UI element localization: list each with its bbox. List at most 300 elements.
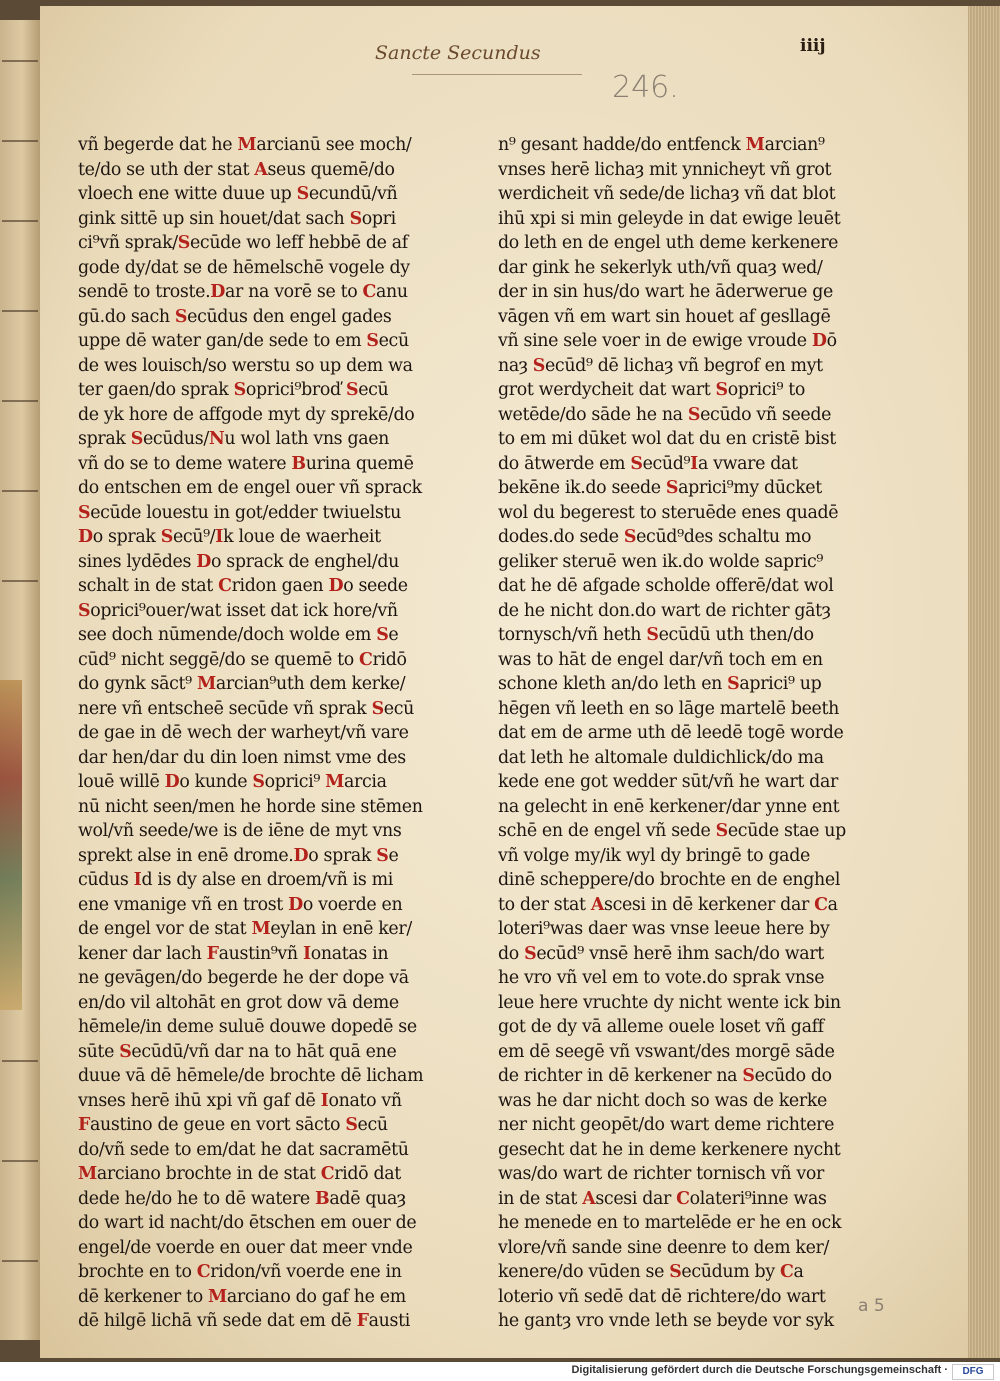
rubricated-initial: F [356,1311,369,1331]
rubricated-initial: I [320,1090,329,1111]
pencil-page-number: 246. [612,70,679,105]
text-line [498,623,858,648]
text-line [498,770,858,795]
line-text: o sprack de enghel/du [210,551,399,572]
line-text: ecūd⁹ dē lichaȝ vñ begrof en myt [544,355,823,376]
line-text: nere vñ entscheē secūde vñ sprak [78,698,372,719]
facing-page-edge [0,20,40,1340]
line-text: em dē seegē vñ vswant/des morgē sāde [498,1041,835,1062]
line-text: ecūdū uth then/do [658,625,814,645]
line-text: ridō [372,649,407,670]
line-text: do ātwerde em [498,453,631,474]
text-line [78,501,430,526]
text-line [78,721,430,746]
line-text: dat em de arme uth dē leedē togē worde [498,723,844,743]
facing-text-fragment [2,310,38,320]
line-text: sūte [78,1041,120,1062]
line-text: olateri⁹inne was [689,1188,827,1209]
line-text: o sprak [308,845,377,866]
facing-text-fragment [2,1260,38,1270]
line-text: to der stat [498,894,591,915]
rubricated-initial: B [315,1188,330,1209]
text-column-right [498,133,858,1334]
line-text: was to hāt de engel dar/vñ toch em en [498,649,823,670]
line-text: onato vñ [328,1090,402,1111]
text-line [78,207,430,232]
line-text: he gantȝ vro vnde leth se beyde vor syk [498,1311,834,1331]
rubricated-initial: D [328,576,344,596]
line-text: gink sittē up sin houet/dat sach [78,208,350,229]
line-text: gesecht dat he in deme kerkenere nycht [498,1139,841,1160]
line-text: was/do wart de richter tornisch vñ vor [498,1164,824,1184]
text-line [78,158,430,183]
text-line [78,354,430,379]
rubricated-initial: C [359,649,373,670]
text-line [498,1260,858,1285]
text-line [78,1309,430,1334]
line-text: austi [368,1311,410,1331]
text-line [498,305,858,330]
text-line [78,182,430,207]
line-text: ecū [358,380,389,400]
text-line [498,501,858,526]
text-line [498,672,858,697]
text-line [498,207,858,232]
rubricated-initial: C [218,576,232,596]
line-text: sendē to troste. [78,282,211,302]
rubricated-initial: S [532,355,545,376]
text-line [498,1113,858,1138]
line-text: geliker steruē wen ik.do wolde sapric⁹ [498,551,824,572]
line-text: ecundū/vñ [308,184,398,204]
line-text: vñ sine sele voer in de ewige vroude [498,331,812,351]
rubricated-initial: S [665,478,679,498]
rubricated-initial: S [727,674,740,694]
text-line [78,746,430,771]
line-text: d is dy alse en droem/vñ is mi [141,870,393,890]
line-text: u wol lath vns gaen [224,429,390,449]
line-text: urina quemē [305,453,414,474]
line-text: a [827,894,838,915]
line-text: arciano do gaf he em [226,1286,406,1307]
rubricated-initial: S [252,772,265,792]
line-text: arcian⁹ [764,135,825,155]
line-text: do gynk sāct⁹ [78,674,197,694]
line-text: dar gink he sekerlyk uth/vñ quaȝ wed/ [498,257,823,278]
rubricated-initial: S [524,943,537,964]
line-text: anu [376,282,408,302]
line-text: te/do se uth der stat [78,159,255,180]
folio-mark: iiij [800,36,826,56]
text-line [498,329,858,354]
line-text: vñ volge my/ik wyl dy bringē to gade [498,845,810,866]
text-line [78,1285,430,1310]
line-text: engel/de voerde en ouer dat meer vnde [78,1237,413,1258]
line-text: o voerde en [302,894,403,915]
line-text: n⁹ gesant hadde/do entfenck [498,135,746,155]
line-text: naȝ [498,355,533,376]
text-line [498,476,858,501]
line-text: do/vñ sede to em/dat he dat sacramētū [78,1139,409,1160]
line-text: dē hilgē lichā vñ sede dat em dē [78,1311,357,1331]
rubricated-initial: S [130,429,143,449]
line-text: grot werdycheit dat wart [498,380,716,400]
line-text: vñ begerde dat he [78,135,238,155]
text-line [78,672,430,697]
line-text: kenere/do vūden se [498,1262,670,1282]
line-text: sprak [78,429,131,449]
rubricated-initial: S [371,698,384,719]
text-line [78,623,430,648]
rubricated-initial: M [325,772,345,792]
text-line [498,721,858,746]
line-text: louē willē [78,772,165,792]
line-text: loterio vñ sedē dat dē richtere/do wart [498,1286,826,1307]
line-text: ecūd⁹des schaltu mo [636,527,812,547]
line-text: uppe dē water gan/de sede to em [78,331,367,351]
line-text: ridō dat [334,1164,401,1184]
text-line [498,1187,858,1212]
line-text: ecūde louestu in got/edder twiuelstu [90,502,402,523]
rubricated-initial: A [590,894,605,915]
rubricated-initial: I [690,453,698,474]
page-block-edge [968,6,1000,1358]
line-text: he vro vñ vel em to vote.do sprak vnse [498,968,825,988]
line-text: dar hen/dar du din loen nimst vme des [78,747,406,768]
rubricated-initial: S [345,1115,358,1135]
text-line [498,452,858,477]
line-text: ecū [378,331,409,351]
rubricated-initial: I [215,527,224,547]
line-text: der in sin hus/do wart he āderwerue ge [498,282,833,302]
text-line [498,1040,858,1065]
rubricated-initial: M [208,1286,227,1307]
line-text: gū.do sach [78,306,175,327]
text-line [498,868,858,893]
line-text: see doch nūmende/doch wolde em [78,625,377,645]
line-text: hēgen vñ leeth en so lāge martelē beeth [498,698,839,719]
line-text: schalt in de stat [78,576,219,596]
line-text: vlore/vñ sande sine deenre to dem ker/ [498,1237,830,1258]
line-text: ecūd⁹ [642,453,691,474]
text-line [78,574,430,599]
rubricated-initial: C [780,1262,794,1282]
rubricated-initial: C [320,1164,335,1184]
text-line [78,476,430,501]
line-text: dede he/do he to dē watere [78,1188,316,1209]
line-text: vāgen vñ em wart sin houet af gesllagē [498,306,831,327]
line-text: oprici⁹ [264,772,326,792]
line-text: ecūde stae up [727,821,846,841]
line-text: dodes.do sede [498,527,624,547]
line-text: bekēne ik.do seede [498,478,666,498]
rubricated-initial: C [814,894,828,915]
text-line [498,133,858,158]
rubricated-initial: D [811,331,827,351]
text-line [498,697,858,722]
rubricated-initial: D [196,551,211,572]
text-line [498,1162,858,1187]
rubricated-initial: S [119,1041,132,1062]
line-text: do [498,943,525,964]
text-line [78,133,430,158]
text-line [78,1015,430,1040]
line-text: kede ene got wedder sūt/vñ he wart dar [498,772,838,792]
line-text: o sprak [92,527,161,547]
signature-mark: a 5 [858,1296,885,1316]
line-text: oprici⁹ouer/wat isset dat ick hore/vñ [90,600,398,621]
rubricated-initial: S [623,527,637,547]
rubricated-initial: S [366,331,379,351]
line-text: vnses herē lichaȝ mit ynnicheyt vñ grot [498,159,832,180]
line-text: na gelecht in enē kerkener/dar ynne ent [498,796,840,817]
line-text: aprici⁹my dūcket [678,478,822,498]
text-line [78,868,430,893]
line-text: de he nicht don.do wart de richter gātȝ [498,600,831,621]
text-line [498,1236,858,1261]
line-text: e [388,625,399,645]
line-text: ō [826,331,837,351]
rubricated-initial: S [177,233,190,253]
text-line [78,1040,430,1065]
line-text: a vware dat [697,453,798,474]
rubricated-initial: S [376,625,389,645]
line-text: schone kleth an/do leth en [498,674,728,694]
line-text: de wes louisch/so werstu so up dem wa [78,355,413,376]
text-line [78,427,430,452]
text-line [498,1064,858,1089]
line-text: leue here vruchte dy nicht wente ick bin [498,992,841,1013]
text-line [78,1138,430,1163]
text-line [498,574,858,599]
text-line [78,1260,430,1285]
line-text: vloech ene witte duue up [78,184,297,204]
rubricated-initial: C [196,1262,211,1282]
text-line [78,1211,430,1236]
line-text: dat he dē afgade scholde offerē/dat wol [498,576,834,596]
text-line [498,819,858,844]
text-line [78,256,430,281]
rubricated-initial: D [288,894,303,915]
line-text: ar na vorē se to [225,282,363,302]
line-text: o kunde [179,772,253,792]
rubricated-initial: C [362,282,377,302]
rubricated-initial: A [582,1188,596,1209]
funding-credit: Digitalisierung gefördert durch die Deutsche Forschungsgemeinschaft · [571,1364,948,1376]
line-text: ner nicht geopēt/do wart deme richtere [498,1115,835,1135]
text-line [498,844,858,869]
text-line [498,550,858,575]
text-line [78,231,430,256]
line-text: ecūdum by [681,1262,780,1282]
line-text: tornysch/vñ heth [498,625,647,645]
rubricated-initial: S [233,380,246,400]
facing-text-fragment [2,1160,38,1170]
text-line [498,403,858,428]
line-text: hēmele/in deme suluē douwe dopedē se [78,1017,417,1037]
line-text: ridon gaen [231,576,329,596]
digitization-footer [0,1362,1000,1381]
rubricated-initial: S [630,453,643,474]
text-line [498,942,858,967]
text-line [498,893,858,918]
line-text: ecūdo vñ seede [700,404,832,425]
rubricated-initial: S [715,380,728,400]
line-text: he menede en to martelēde er he en ock [498,1213,842,1233]
line-text: de gae in dē wech der warheyt/vñ vare [78,723,409,743]
line-text: e [388,845,399,866]
text-line [78,1236,430,1261]
line-text: sprekt alse in enē drome. [78,845,294,866]
line-text: arcia [344,772,387,792]
text-line [498,991,858,1016]
line-text: ecūdo do [754,1066,832,1086]
line-text: ter gaen/do sprak [78,380,234,400]
line-text: wol du begerest to steruēde enes quadē [498,502,839,523]
line-text: to em mi dūket wol dat du en cristē bist [498,429,836,449]
text-line [498,427,858,452]
text-line [498,795,858,820]
text-line [78,819,430,844]
text-line [498,231,858,256]
dfg-logo: DFG [952,1364,994,1380]
text-line [498,1285,858,1310]
text-line [78,844,430,869]
line-text: schē en de engel vñ sede [498,821,716,841]
text-line [498,966,858,991]
line-text: nū nicht seen/men he horde sine stēmen [78,796,423,817]
line-text: ihū xpi si min geleyde in dat ewige leuēt [498,208,841,229]
text-line [78,599,430,624]
line-text: cūd⁹ nicht seggē/do se quemē to [78,649,360,670]
text-line [498,599,858,624]
text-line [78,550,430,575]
rubricated-initial: M [251,919,271,939]
line-text: de richter in dē kerkener na [498,1066,743,1086]
line-text: duue vā dē hēmele/de brochte dē licham [78,1066,424,1086]
facing-text-fragment [2,1060,38,1070]
line-text: ecū [357,1115,388,1135]
text-line [78,917,430,942]
line-text: arcianū see moch/ [256,135,412,155]
rubricated-initial: M [196,674,216,694]
rubricated-initial: F [78,1115,90,1135]
rubricated-initial: S [376,845,389,866]
text-line [78,1187,430,1212]
text-line [498,746,858,771]
line-text: ecū⁹/ [172,527,216,547]
line-text: werdicheit vñ sede/de lichaȝ vñ dat blot [498,184,836,204]
rubricated-initial: I [133,870,142,890]
line-text: k loue de waerheit [223,527,381,547]
line-text: loteri⁹was daer was vnse leeue here by [498,919,830,939]
rubricated-initial: S [160,527,173,547]
line-text: austin⁹vñ [218,943,303,964]
facing-page-illumination [0,680,22,1010]
text-line [78,452,430,477]
text-line [78,1064,430,1089]
text-line [78,942,430,967]
line-text: o seede [343,576,408,596]
rubricated-initial: F [206,943,219,964]
line-text: cūdus [78,870,134,890]
line-text: ene vmanige vñ en trost [78,894,289,915]
line-text: vñ do se to deme watere [78,453,292,474]
text-line [498,1211,858,1236]
text-line [78,280,430,305]
line-text: dat leth he altomale duldichlick/do ma [498,747,824,768]
text-line [78,795,430,820]
line-text: eylan in enē ker/ [270,919,412,939]
text-line [78,648,430,673]
line-text: seus quemē/do [267,159,395,180]
rubricated-initial: D [164,772,180,792]
line-text: do leth en de engel uth deme kerkenere [498,233,839,253]
rubricated-initial: S [296,184,309,204]
line-text: ecūde wo leff hebbē de af [189,233,408,253]
rubricated-initial: D [78,527,93,547]
line-text: ne gevāgen/do begerde he der dope vā [78,968,409,988]
rubricated-initial: C [676,1188,690,1209]
rubricated-initial: M [745,135,765,155]
line-text: kener dar lach [78,943,207,964]
line-text: dinē scheppere/do brochte en de enghel [498,870,841,890]
line-text: dē kerkener to [78,1286,208,1307]
line-text: oprici⁹broď [245,380,346,400]
line-text: ecūdus/ [142,429,209,449]
line-text: wol/vñ seede/we is de iēne de myt vns [78,821,402,841]
line-text: opri [361,208,396,229]
line-text: a [793,1262,804,1282]
line-text: wetēde/do sāde he na [498,404,688,425]
line-text: ecūdus den engel gades [187,306,392,327]
line-text: vnses herē ihū xpi vñ gaf dē [78,1090,321,1111]
rubricated-initial: M [78,1164,97,1184]
text-line [498,280,858,305]
text-line [78,329,430,354]
text-line [78,403,430,428]
text-line [78,1113,430,1138]
rubricated-initial: S [687,404,701,425]
manuscript-heading-note: Sancte Secundus [375,42,541,64]
facing-text-fragment [2,220,38,230]
line-text: ci⁹vñ sprak/ [78,233,178,253]
rubricated-initial: M [237,135,257,155]
rubricated-initial: A [254,159,268,180]
text-line [78,305,430,330]
text-line [498,158,858,183]
line-text: in de stat [498,1188,583,1209]
line-text: ecūd⁹ vnsē herē ihm sach/do wart [536,943,824,964]
rubricated-initial: S [78,502,91,523]
line-text: was he dar nicht doch so was de kerke [498,1090,827,1111]
line-text: ridon/vñ voerde ene in [210,1262,402,1282]
rubricated-initial: I [302,943,311,964]
line-text: scesi in dē kerkener dar [604,894,815,915]
facing-text-fragment [2,580,38,590]
rubricated-initial: S [646,625,659,645]
text-line [498,525,858,550]
text-line [498,1138,858,1163]
rubricated-initial: S [742,1066,755,1086]
rubricated-initial: S [715,821,728,841]
rubricated-initial: B [291,453,306,474]
text-line [498,1089,858,1114]
line-text: onatas in [310,943,389,964]
text-line [78,770,430,795]
text-column-left [78,133,430,1334]
text-line [78,697,430,722]
